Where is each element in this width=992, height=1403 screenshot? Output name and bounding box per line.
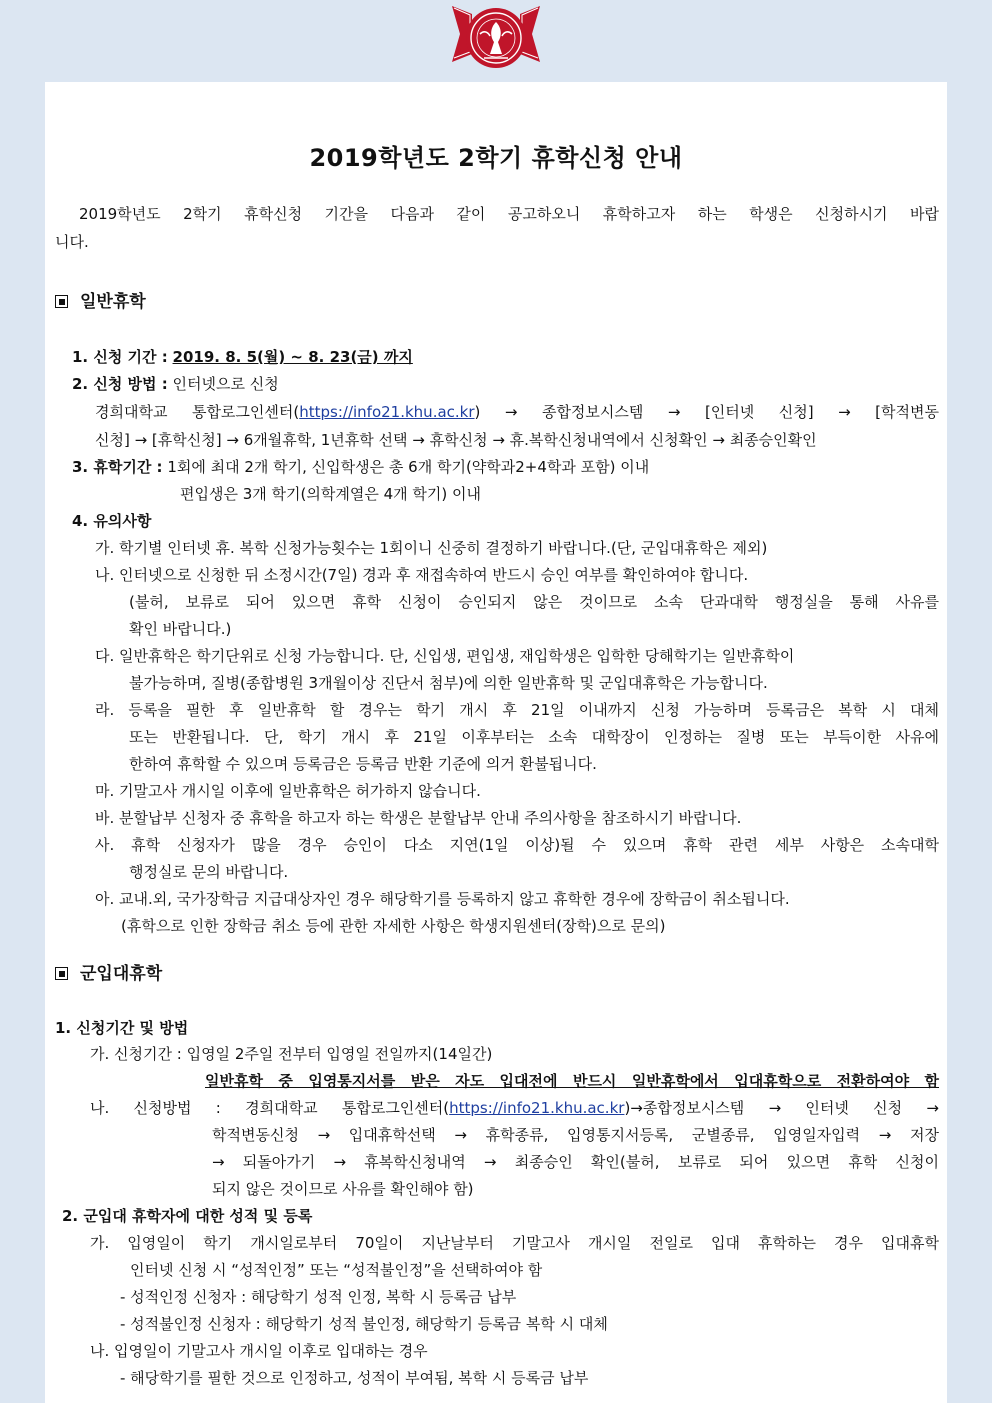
apply-method-text-post: ) → 종합정보시스템 → [인터넷 신청] → [학적변동 — [474, 403, 939, 421]
square-bullet-icon — [55, 967, 68, 980]
apply-method-line-2: 신청] → [휴학신청] → 6개월휴학, 1년휴학 선택 → 휴학신청 → 휴.복학신청내역에서 신청확인 → 최종승인확인 — [95, 431, 817, 449]
military-apply-period: 가. 신청기간 : 입영일 2주일 전부터 입영일 전일까지(14일간) — [90, 1045, 493, 1063]
section-heading-general — [55, 292, 146, 312]
note-na: 나. 인터넷으로 신청한 뒤 소정시간(7일) 경과 후 재접속하여 반드시 승인 여부를 확인하여야 합니다. — [95, 566, 749, 584]
item-apply-method — [72, 374, 279, 394]
note-ga: 가. 학기별 인터넷 휴. 복학 신청가능횟수는 1회이니 신중히 결정하기 바랍니다.(단, 군입대휴학은 제외) — [95, 539, 768, 557]
apply-method-text-pre: 경희대학교 통합로그인센터( — [95, 403, 300, 421]
note-ra-cont-1: 또는 반환됩니다. 단, 학기 개시 후 21일 이후부터는 소속 대학장이 인정하는 질병 또는 부득이한 사유에 — [129, 728, 939, 746]
note-ma: 마. 기말고사 개시일 이후에 일반휴학은 허가하지 않습니다. — [95, 782, 481, 800]
info21-link-military[interactable]: https://info21.khu.ac.kr — [449, 1099, 625, 1117]
note-da-cont: 불가능하며, 질병(종합병원 3개월이상 진단서 첨부)에 의한 일반휴학 및 군입대휴학은 가능합니다. — [129, 674, 768, 692]
item-apply-period — [72, 347, 413, 367]
military-apply-method-pre: 나. 신청방법 : 경희대학교 통합로그인센터( — [90, 1099, 450, 1117]
military-apply-method-line-2: 학적변동신청 → 입대휴학선택 → 휴학종류, 입영통지서등록, 군별종류, 입영일자입력 → 저장 — [212, 1126, 939, 1144]
military-period-method-label: 1. 신청기간 및 방법 — [55, 1019, 189, 1037]
intro-line-1: 2019학년도 2학기 휴학신청 기간을 다음과 같이 공고하오니 휴학하고자 하는 학생은 신청하시기 바랍 — [79, 205, 939, 223]
square-bullet-icon — [55, 295, 68, 308]
military-apply-method-post: )→종합정보시스템 → 인터넷 신청 → — [624, 1099, 940, 1117]
item-apply-method-label: 2. 신청 방법 : — [72, 375, 168, 393]
note-sa: 사. 휴학 신청자가 많을 경우 승인이 다소 지연(1일 이상)될 수 있으며 휴학 관련 세부 사항은 소속대학 — [95, 836, 939, 854]
note-na-cont-1: (불허, 보류로 되어 있으면 휴학 신청이 승인되지 않은 것이므로 소속 단과대학 행정실을 통해 사유를 — [129, 593, 939, 611]
military-apply-method — [90, 1098, 939, 1118]
item-apply-period-label: 1. 신청 기간 : — [72, 348, 168, 366]
section-heading-military-text: 군입대휴학 — [80, 964, 163, 984]
item-apply-method-value: 인터넷으로 신청 — [172, 375, 279, 393]
note-a: 아. 교내.외, 국가장학금 지급대상자인 경우 해당학기를 등록하지 않고 휴학한 경우에 장학금이 취소됩니다. — [95, 890, 790, 908]
section-heading-general-text: 일반휴학 — [80, 292, 146, 312]
military-apply-method-line-3: → 되돌아가기 → 휴복학신청내역 → 최종승인 확인(불허, 보류로 되어 있으면 휴학 신청이 — [212, 1153, 939, 1171]
section-heading-military — [55, 964, 162, 984]
military-grades-label: 2. 군입대 휴학자에 대한 성적 및 등록 — [62, 1207, 313, 1225]
note-ra: 라. 등록을 필한 후 일반휴학 할 경우는 학기 개시 후 21일 이내까지 신청 가능하며 등록금은 복학 시 대체 — [95, 701, 939, 719]
item-notes-label: 4. 유의사항 — [72, 512, 152, 530]
note-a-cont: (휴학으로 인한 장학금 취소 등에 관한 자세한 사항은 학생지원센터(장학)으로 문의) — [121, 917, 666, 935]
military-grades-ga: 가. 입영일이 학기 개시일로부터 70일이 지난날부터 기말고사 개시일 전일로 입대 휴학하는 경우 입대휴학 — [90, 1234, 939, 1252]
item-leave-period — [72, 457, 649, 477]
document-page — [45, 82, 947, 1403]
intro-line-2: 니다. — [55, 233, 89, 251]
item-apply-period-value: 2019. 8. 5(월) ~ 8. 23(금) 까지 — [172, 348, 413, 366]
note-ba: 바. 분할납부 신청자 중 휴학을 하고자 하는 학생은 분할납부 안내 주의사항을 참조하시기 바랍니다. — [95, 809, 742, 827]
note-da: 다. 일반휴학은 학기단위로 신청 가능합니다. 단, 신입생, 편입생, 재입학생은 입학한 당해학기는 일반휴학이 — [95, 647, 795, 665]
military-grades-ga-cont: 인터넷 신청 시 “성적인정” 또는 “성적불인정”을 선택하여야 함 — [130, 1261, 543, 1279]
note-na-cont-2: 확인 바랍니다.) — [129, 620, 232, 638]
military-grades-recognized: - 성적인정 신청자 : 해당학기 성적 인정, 복학 시 등록금 납부 — [120, 1288, 517, 1306]
note-ra-cont-2: 한하여 휴학할 수 있으며 등록금은 등록금 반환 기준에 의거 환불됩니다. — [129, 755, 597, 773]
item-leave-period-label: 3. 휴학기간 : — [72, 458, 163, 476]
info21-link[interactable]: https://info21.khu.ac.kr — [299, 403, 475, 421]
military-apply-method-line-4: 되지 않은 것이므로 사유를 확인해야 함) — [212, 1180, 474, 1198]
university-seal-icon — [450, 0, 542, 76]
military-grades-na: 나. 입영일이 기말고사 개시일 이후로 입대하는 경우 — [90, 1342, 428, 1360]
apply-method-line-1 — [95, 402, 939, 422]
military-grades-na-cont: - 해당학기를 필한 것으로 인정하고, 성적이 부여됨, 복학 시 등록금 납부 — [120, 1369, 589, 1387]
military-conversion-notice: 일반휴학 중 입영통지서를 받은 자도 입대전에 반드시 일반휴학에서 입대휴학으로 전환하여야 함 — [205, 1072, 939, 1090]
military-grades-not-recognized: - 성적불인정 신청자 : 해당학기 성적 불인정, 해당학기 등록금 복학 시 대체 — [120, 1315, 608, 1333]
item-leave-period-line-2: 편입생은 3개 학기(의학계열은 4개 학기) 이내 — [180, 485, 481, 503]
item-leave-period-line-1: 1회에 최대 2개 학기, 신입학생은 총 6개 학기(약학과2+4학과 포함) 이내 — [167, 458, 650, 476]
note-sa-cont: 행정실로 문의 바랍니다. — [129, 863, 289, 881]
document-title: 2019학년도 2학기 휴학신청 안내 — [309, 144, 683, 172]
